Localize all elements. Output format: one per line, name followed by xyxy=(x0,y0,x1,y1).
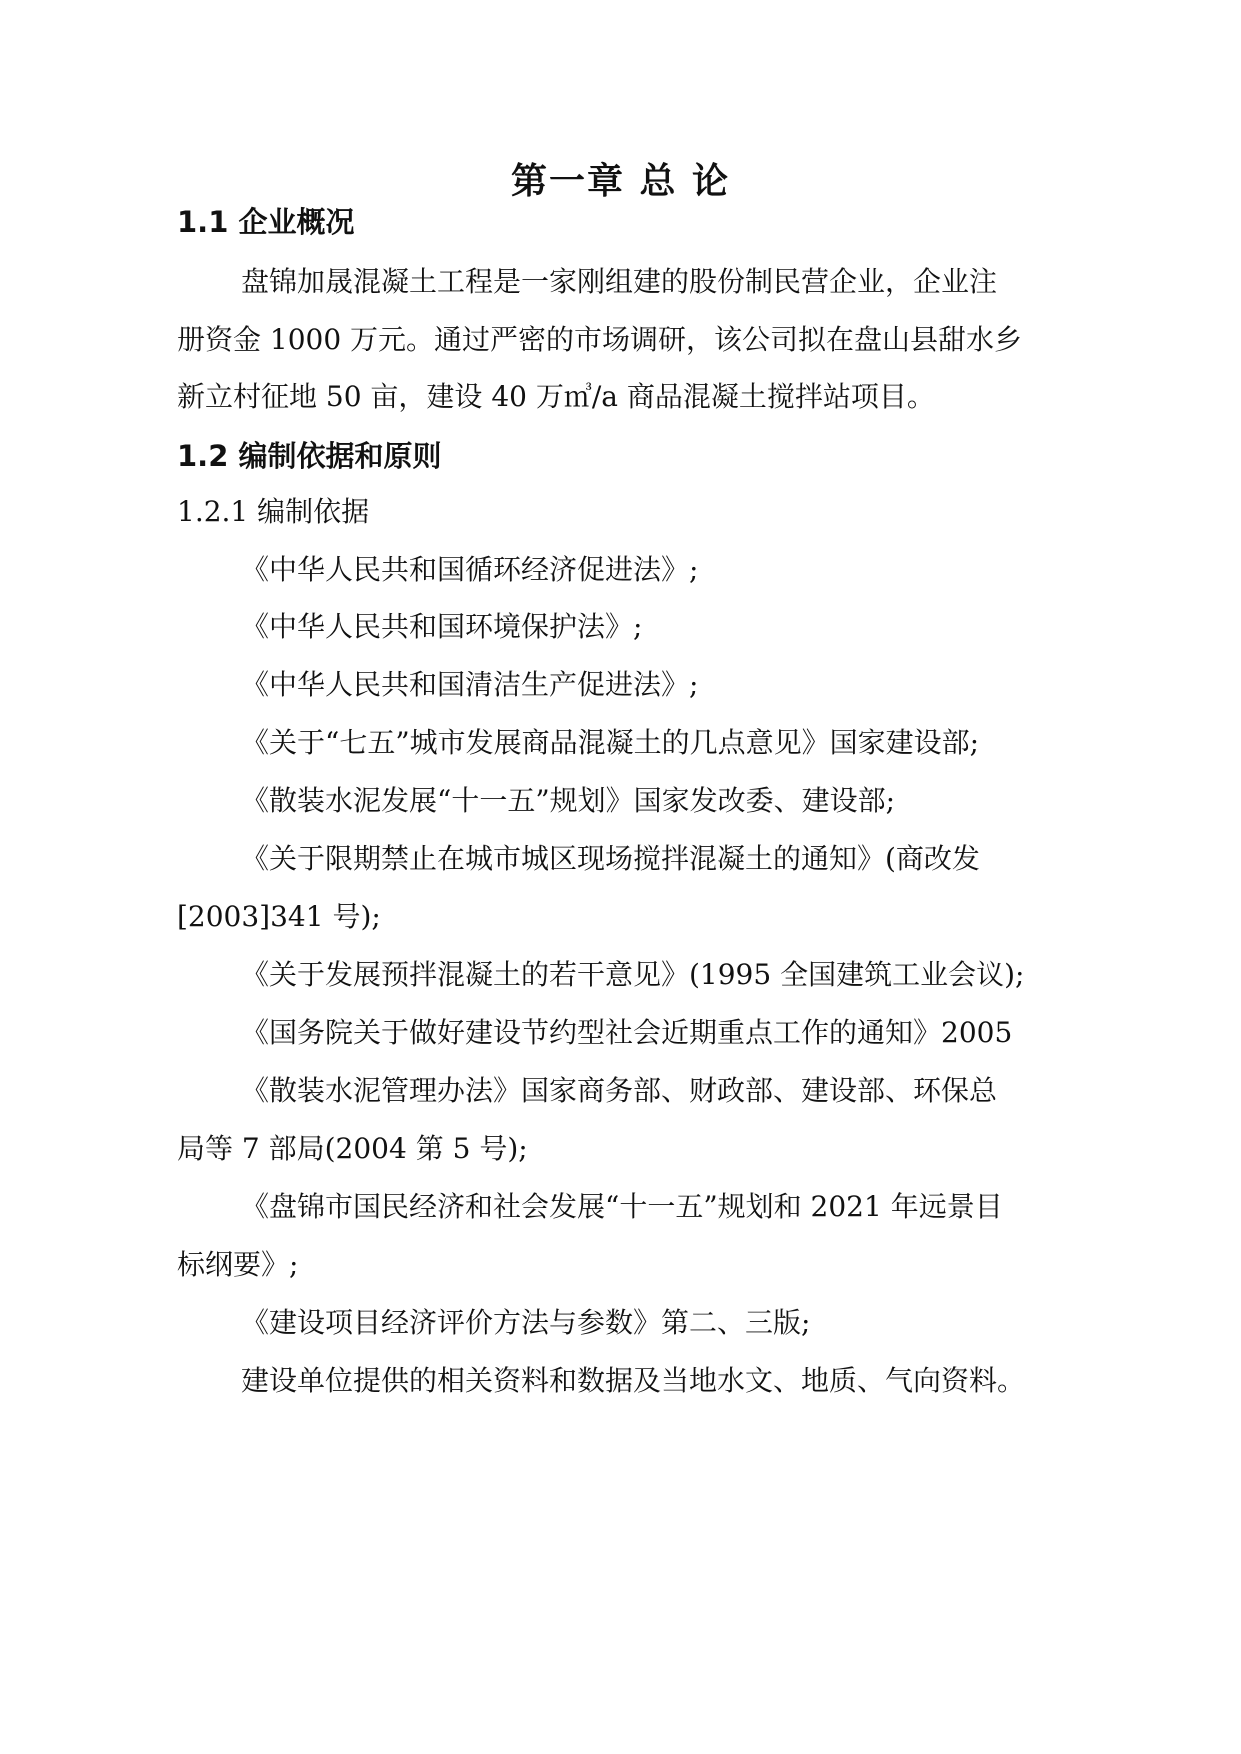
reference-item: 《关于发展预拌混凝土的若干意见》(1995 全国建筑工业会议); xyxy=(241,958,1025,991)
sub-heading-1-2-1: 1.2.1 编制依据 xyxy=(177,495,370,528)
section-heading-1-1: 1.1 企业概况 xyxy=(177,205,355,239)
reference-item: 《盘锦市国民经济和社会发展“十一五”规划和 2021 年远景目 xyxy=(241,1190,1003,1223)
section-heading-1-2: 1.2 编制依据和原则 xyxy=(177,439,442,473)
paragraph-line: 册资金 1000 万元。通过严密的市场调研，该公司拟在盘山县甜水乡 xyxy=(177,323,1023,356)
reference-item: 《国务院关于做好建设节约型社会近期重点工作的通知》2005 xyxy=(241,1016,1013,1049)
reference-item: 《中华人民共和国环境保护法》; xyxy=(241,610,643,643)
paragraph-line: 盘锦加晟混凝土工程是一家刚组建的股份制民营企业，企业注 xyxy=(241,265,998,298)
reference-item: 《中华人民共和国清洁生产促进法》; xyxy=(241,668,699,701)
reference-item-continued: [2003]341 号); xyxy=(177,900,381,933)
chapter-title: 第一章 总 论 xyxy=(510,161,731,202)
reference-item: 《中华人民共和国循环经济促进法》; xyxy=(241,553,699,586)
reference-item: 《散装水泥发展“十一五”规划》国家发改委、建设部; xyxy=(241,784,896,817)
reference-item: 《关于限期禁止在城市城区现场搅拌混凝土的通知》(商改发 xyxy=(241,842,980,875)
reference-item-continued: 标纲要》; xyxy=(177,1248,299,1281)
reference-item: 《建设项目经济评价方法与参数》第二、三版; xyxy=(241,1306,811,1339)
reference-item: 《关于“七五”城市发展商品混凝土的几点意见》国家建设部; xyxy=(241,726,980,759)
paragraph-line: 新立村征地 50 亩，建设 40 万㎥/a 商品混凝土搅拌站项目。 xyxy=(177,380,935,413)
reference-item-continued: 局等 7 部局(2004 第 5 号); xyxy=(177,1132,528,1165)
reference-item: 建设单位提供的相关资料和数据及当地水文、地质、气向资料。 xyxy=(241,1364,1026,1397)
reference-item: 《散装水泥管理办法》国家商务部、财政部、建设部、环保总 xyxy=(241,1074,998,1107)
